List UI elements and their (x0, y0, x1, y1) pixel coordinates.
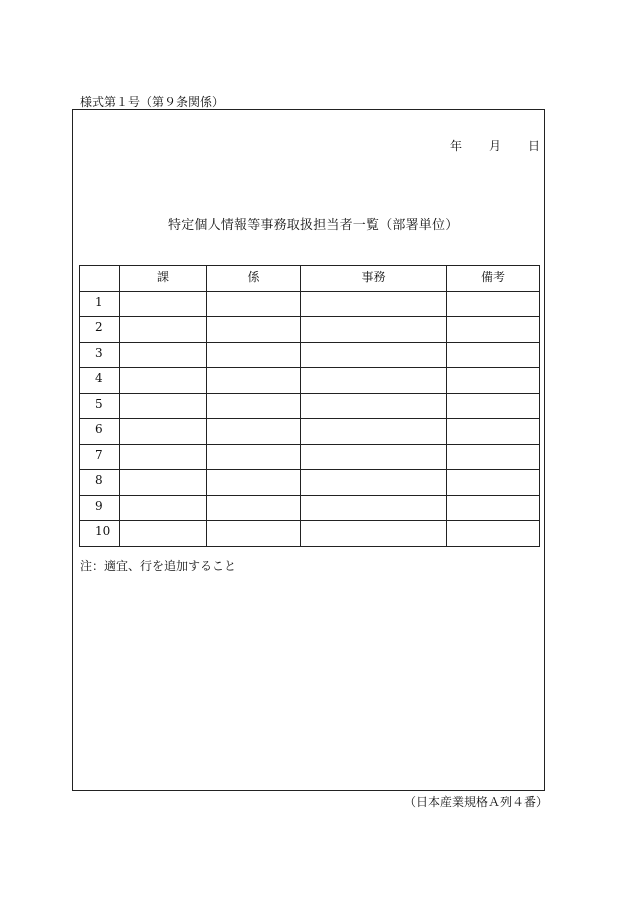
table-row (80, 368, 540, 394)
table-row (80, 291, 540, 317)
table-row (80, 495, 540, 521)
remarks-cell[interactable] (447, 521, 540, 547)
remarks-cell[interactable] (447, 444, 540, 470)
table-row (80, 521, 540, 547)
duty-cell[interactable] (301, 521, 447, 547)
section-cell[interactable] (120, 444, 207, 470)
header-subsection: 係 (207, 266, 301, 292)
header-number (80, 266, 120, 292)
subsection-cell[interactable] (207, 393, 301, 419)
date-year-label: 年 (450, 139, 463, 153)
duty-cell[interactable] (301, 291, 447, 317)
row-number: 5 (80, 393, 120, 419)
remarks-cell[interactable] (447, 368, 540, 394)
row-number: 1 (80, 291, 120, 317)
row-number: 6 (80, 419, 120, 445)
row-number: 7 (80, 444, 120, 470)
subsection-cell[interactable] (207, 419, 301, 445)
row-number: 10 (80, 521, 120, 547)
duty-cell[interactable] (301, 470, 447, 496)
remarks-cell[interactable] (447, 342, 540, 368)
subsection-cell[interactable] (207, 470, 301, 496)
section-cell[interactable] (120, 521, 207, 547)
duty-cell[interactable] (301, 419, 447, 445)
row-number: 3 (80, 342, 120, 368)
table-header-row (80, 266, 540, 292)
row-number: 2 (80, 317, 120, 343)
section-cell[interactable] (120, 368, 207, 394)
section-cell[interactable] (120, 317, 207, 343)
section-cell[interactable] (120, 291, 207, 317)
subsection-cell[interactable] (207, 521, 301, 547)
row-number: 4 (80, 368, 120, 394)
subsection-cell[interactable] (207, 317, 301, 343)
duty-cell[interactable] (301, 393, 447, 419)
section-cell[interactable] (120, 342, 207, 368)
duty-cell[interactable] (301, 317, 447, 343)
subsection-cell[interactable] (207, 342, 301, 368)
table-row (80, 444, 540, 470)
table-row (80, 342, 540, 368)
form-number-label: 様式第１号（第９条関係） (80, 95, 225, 109)
section-cell[interactable] (120, 393, 207, 419)
section-cell[interactable] (120, 419, 207, 445)
table-row (80, 317, 540, 343)
duty-cell[interactable] (301, 342, 447, 368)
table-row (80, 419, 540, 445)
remarks-cell[interactable] (447, 317, 540, 343)
duty-cell[interactable] (301, 444, 447, 470)
remarks-cell[interactable] (447, 291, 540, 317)
document-title: 特定個人情報等事務取扱担当者一覧（部署単位） (168, 218, 459, 233)
note-text: 注：適宜、行を追加すること (80, 559, 237, 573)
subsection-cell[interactable] (207, 495, 301, 521)
header-section: 課 (120, 266, 207, 292)
remarks-cell[interactable] (447, 419, 540, 445)
date-month-label: 月 (489, 139, 502, 153)
table-row (80, 393, 540, 419)
duty-cell[interactable] (301, 495, 447, 521)
row-number: 8 (80, 470, 120, 496)
row-number: 9 (80, 495, 120, 521)
subsection-cell[interactable] (207, 291, 301, 317)
subsection-cell[interactable] (207, 368, 301, 394)
header-remarks: 備考 (447, 266, 540, 292)
remarks-cell[interactable] (447, 495, 540, 521)
section-cell[interactable] (120, 495, 207, 521)
subsection-cell[interactable] (207, 444, 301, 470)
date-day-label: 日 (528, 139, 541, 153)
paper-size-footer: （日本産業規格Ａ列４番） (404, 795, 549, 809)
remarks-cell[interactable] (447, 470, 540, 496)
staff-list-table (79, 265, 540, 547)
remarks-cell[interactable] (447, 393, 540, 419)
header-duty: 事務 (301, 266, 447, 292)
section-cell[interactable] (120, 470, 207, 496)
duty-cell[interactable] (301, 368, 447, 394)
table-row (80, 470, 540, 496)
